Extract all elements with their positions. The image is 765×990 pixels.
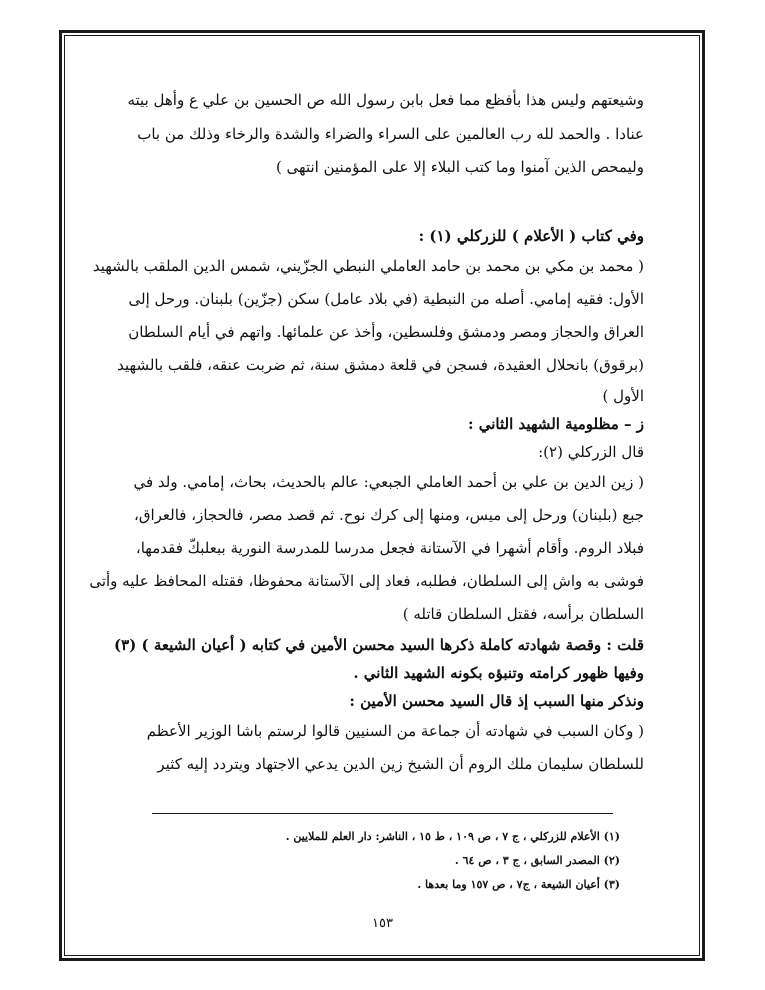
- quote-line: السلطان برأسه، فقتل السلطان قاتله ): [402, 605, 644, 623]
- quote-line: العراق والحجاز ومصر ودمشق وفلسطين، وأخذ عن علمائها. واتهم في أيام السلطان: [128, 323, 644, 341]
- footnote: (٣) أعيان الشيعة ، ج٧ ، ص ١٥٧ وما بعدها .: [417, 878, 620, 891]
- body-line-bold: وفيها ظهور كرامته وتنبؤه بكونه الشهيد الثاني .: [353, 664, 644, 682]
- quote-line: ( محمد بن مكي بن محمد بن حامد العاملي النبطي الجزّيني، شمس الدين الملقب بالشهيد: [92, 257, 644, 275]
- body-line-bold: ونذكر منها السبب إذ قال السيد محسن الأمين :: [349, 692, 644, 710]
- page-number: ١٥٣: [372, 916, 393, 931]
- quote-line: جبع (بلبنان) ورحل إلى ميس، ومنها إلى كرك نوح. ثم قصد مصر، فالحجاز، فالعراق،: [134, 506, 644, 524]
- page-body: [89, 82, 644, 781]
- quote-line: فبلاد الروم. وأقام أشهرا في الآستانة فجعل مدرسا للمدرسة النورية ببعلبكّ فقدمها،: [135, 539, 644, 557]
- body-line: وليمحص الذين آمنوا وما كتب البلاء إلا على المؤمنين انتهى ): [275, 158, 644, 176]
- footnote: (٢) المصدر السابق ، ج ٣ ، ص ٦٤ .: [454, 854, 620, 867]
- body-line-bold: قلت : وقصة شهادته كاملة ذكرها السيد محسن الأمين في كتابه ( أعيان الشيعة ) (٣): [114, 636, 644, 654]
- footnote-separator: [152, 813, 613, 814]
- quote-line: ( زين الدين بن علي بن أحمد العاملي الجبعي: عالم بالحديث، بحاث، إمامي. ولد في: [133, 473, 644, 491]
- quote-line: فوشى به واش إلى السلطان، فطلبه، فعاد إلى الآستانة محفوظا، فقتله المحافظ عليه وأتى: [89, 572, 644, 590]
- quote-line: الأول ): [602, 387, 644, 405]
- quote-line: الأول: فقيه إمامي. أصله من النبطية (في بلاد عامل) سكن (جزّين) بلبنان. ورحل إلى: [128, 290, 644, 308]
- body-line: وشيعتهم وليس هذا بأفظع مما فعل بابن رسول الله ص الحسين بن علي ع وأهل بيته: [127, 91, 644, 109]
- section-subheading: قال الزركلي (٢):: [538, 443, 644, 461]
- quote-line: ( وكان السبب في شهادته أن جماعة من السنيين قالوا لرستم باشا الوزير الأعظم: [146, 722, 644, 740]
- section-heading: وفي كتاب ( الأعلام ) للزركلي (١) :: [418, 227, 644, 245]
- footnotes: [285, 825, 620, 897]
- footnote: (١) الأعلام للزركلي ، ج ٧ ، ص ١٠٩ ، ط ١٥ ، الناشر: دار العلم للملايين .: [285, 830, 620, 843]
- quote-line: للسلطان سليمان ملك الروم أن الشيخ زين الدين يدعي الاجتهاد ويتردد إليه كثير: [157, 755, 644, 773]
- body-line: عنادا . والحمد لله رب العالمين على السراء والضراء والشدة والرخاء وذلك من باب: [137, 125, 644, 143]
- section-heading: ز – مظلومية الشهيد الثاني :: [468, 415, 644, 433]
- quote-line: (برقوق) بانحلال العقيدة، فسجن في قلعة دمشق سنة، ثم ضربت عنقه، فلقب بالشهيد: [117, 356, 644, 374]
